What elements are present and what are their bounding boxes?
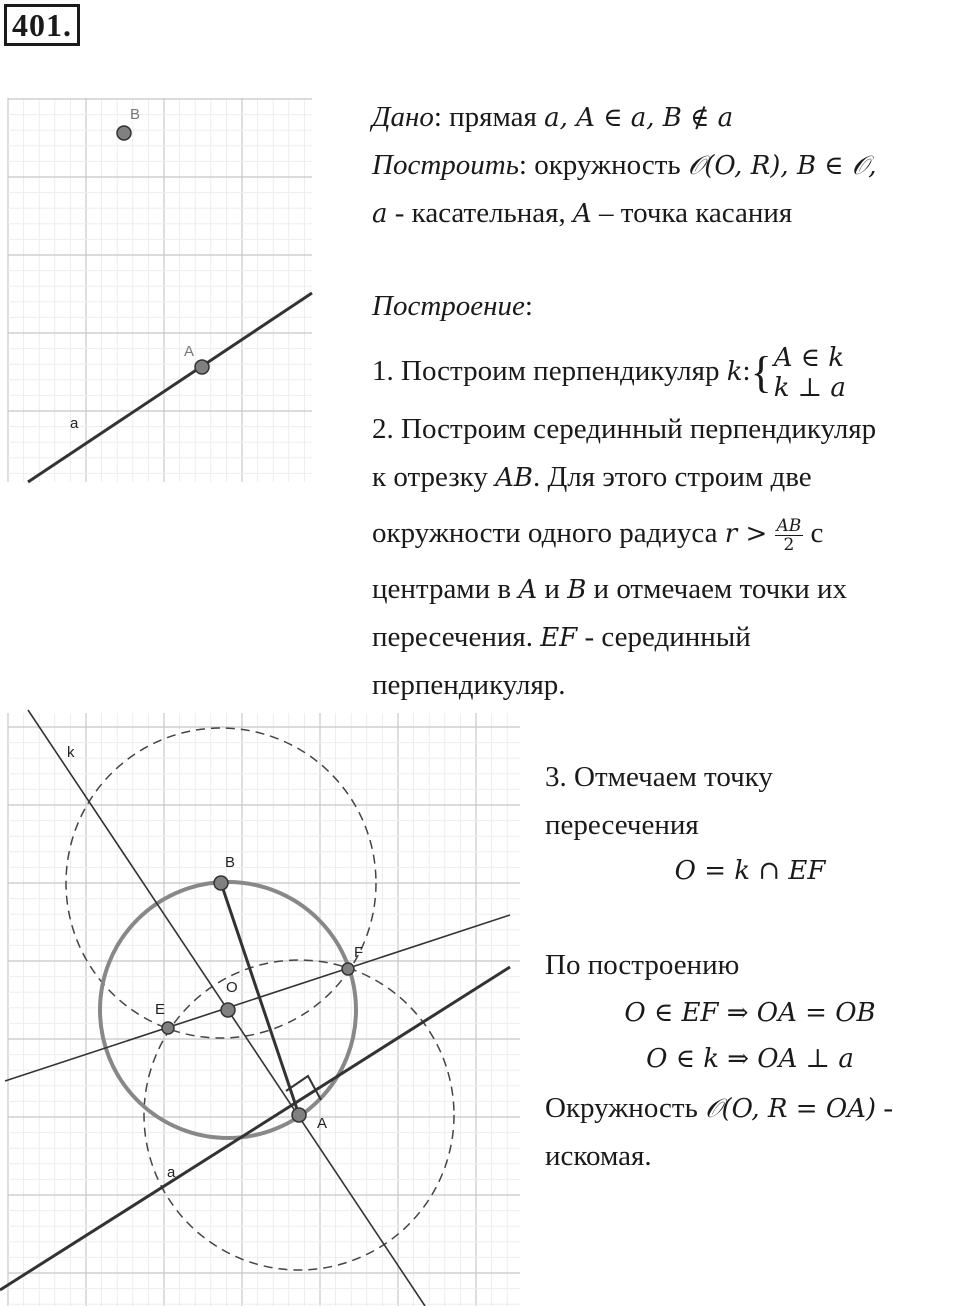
math-A: A — [518, 575, 538, 605]
label-F: F — [354, 944, 364, 961]
conclusion-line-2: искомая. — [545, 1140, 652, 1172]
text: пересечения. — [372, 621, 541, 653]
text: – точка касания — [591, 197, 793, 229]
point-E — [162, 1022, 174, 1034]
construct-line: Построить: окружность 𝒪(O, R), B ∈ 𝒪, — [372, 149, 877, 181]
math-B: B — [567, 575, 587, 605]
label-A: A — [184, 343, 195, 360]
step-3-line-2: пересечения — [545, 809, 699, 841]
step-2-line-6: перпендикуляр. — [372, 669, 566, 701]
proof-formula-1: O ∈ EF ⇒ OA = OB — [624, 998, 876, 1028]
construct-text: окружность — [534, 149, 681, 181]
label-k: k — [67, 744, 75, 761]
step-2-line-5 — [372, 614, 751, 662]
given-text: прямая — [449, 101, 537, 133]
label-a: a — [167, 1164, 176, 1181]
point-O — [221, 1003, 235, 1017]
system-brace: { — [750, 348, 772, 398]
text: - — [876, 1092, 893, 1124]
figure-given — [0, 90, 320, 490]
system-row-2: k ⊥ a — [773, 373, 846, 404]
step-3-formula: O = k ∩ EF — [674, 856, 826, 886]
step-2-line-1: 2. Построим серединный перпендикуляр — [372, 413, 877, 445]
math-AB: AB — [495, 463, 533, 493]
proof-formula-2: O ∈ k ⇒ OA ⊥ a — [646, 1044, 854, 1074]
construction-heading: Построение: — [372, 290, 533, 322]
point-A — [292, 1108, 306, 1122]
given-math: a, A ∈ a, B ∉ a — [544, 103, 734, 133]
conclusion-line-1 — [545, 1085, 893, 1133]
point-B — [117, 126, 131, 140]
step-1: 1. Построим перпендикуляр k:{ A ∈ k k ⊥ a — [372, 343, 846, 404]
text: с — [810, 517, 824, 549]
system-row-1: A ∈ k — [773, 343, 844, 374]
step-2-line-2 — [372, 454, 812, 502]
given-label: Дано — [372, 101, 434, 133]
text: Окружность — [545, 1092, 706, 1124]
math-EF: EF — [540, 623, 578, 653]
text: - касательная, — [387, 197, 574, 229]
fraction-denominator: 2 — [783, 534, 795, 555]
system — [774, 343, 846, 403]
point-A — [195, 360, 209, 374]
math-a: a — [372, 199, 388, 229]
label-O: O — [226, 979, 238, 996]
step-3-line-1: 3. Отмечаем точку — [545, 761, 773, 793]
label-a: a — [70, 415, 79, 432]
conclusion-math: 𝒪(O, R = OA) — [705, 1094, 877, 1124]
construct-line-2 — [372, 190, 792, 238]
given-line: Дано: прямая a, A ∈ a, B ∉ a — [372, 101, 734, 133]
step-2-line-4 — [372, 566, 847, 614]
fraction — [775, 517, 804, 554]
construct-math: 𝒪(O, R), B ∈ 𝒪, — [687, 151, 877, 181]
point-F — [342, 963, 354, 975]
segment-AB — [221, 883, 299, 1115]
proof-heading: По построению — [545, 949, 740, 981]
text: к отрезку — [372, 461, 496, 493]
problem-number: 401. — [4, 4, 80, 46]
label-B: B — [225, 854, 236, 871]
step-1-var: k — [726, 357, 743, 387]
text: окружности одного радиуса — [372, 517, 725, 549]
text: центрами в — [372, 573, 519, 605]
math-A: A — [573, 199, 592, 229]
heading-text: Построение — [372, 290, 525, 322]
text: и — [537, 573, 568, 605]
text: . Для этого строим две — [533, 461, 812, 493]
point-B — [214, 876, 228, 890]
step-2-line-3 — [372, 510, 823, 558]
label-A: A — [317, 1115, 328, 1132]
grid — [8, 98, 312, 482]
label-E: E — [155, 1001, 166, 1018]
construct-label: Построить — [372, 149, 519, 181]
step-1-text: 1. Построим перпендикуляр — [372, 355, 727, 387]
text: и отмечаем точки их — [586, 573, 848, 605]
math-r: r > — [724, 519, 768, 549]
label-B: B — [130, 106, 141, 123]
figure-construction — [0, 705, 530, 1306]
text: - серединный — [577, 621, 751, 653]
fraction-numerator: AB — [776, 515, 802, 536]
